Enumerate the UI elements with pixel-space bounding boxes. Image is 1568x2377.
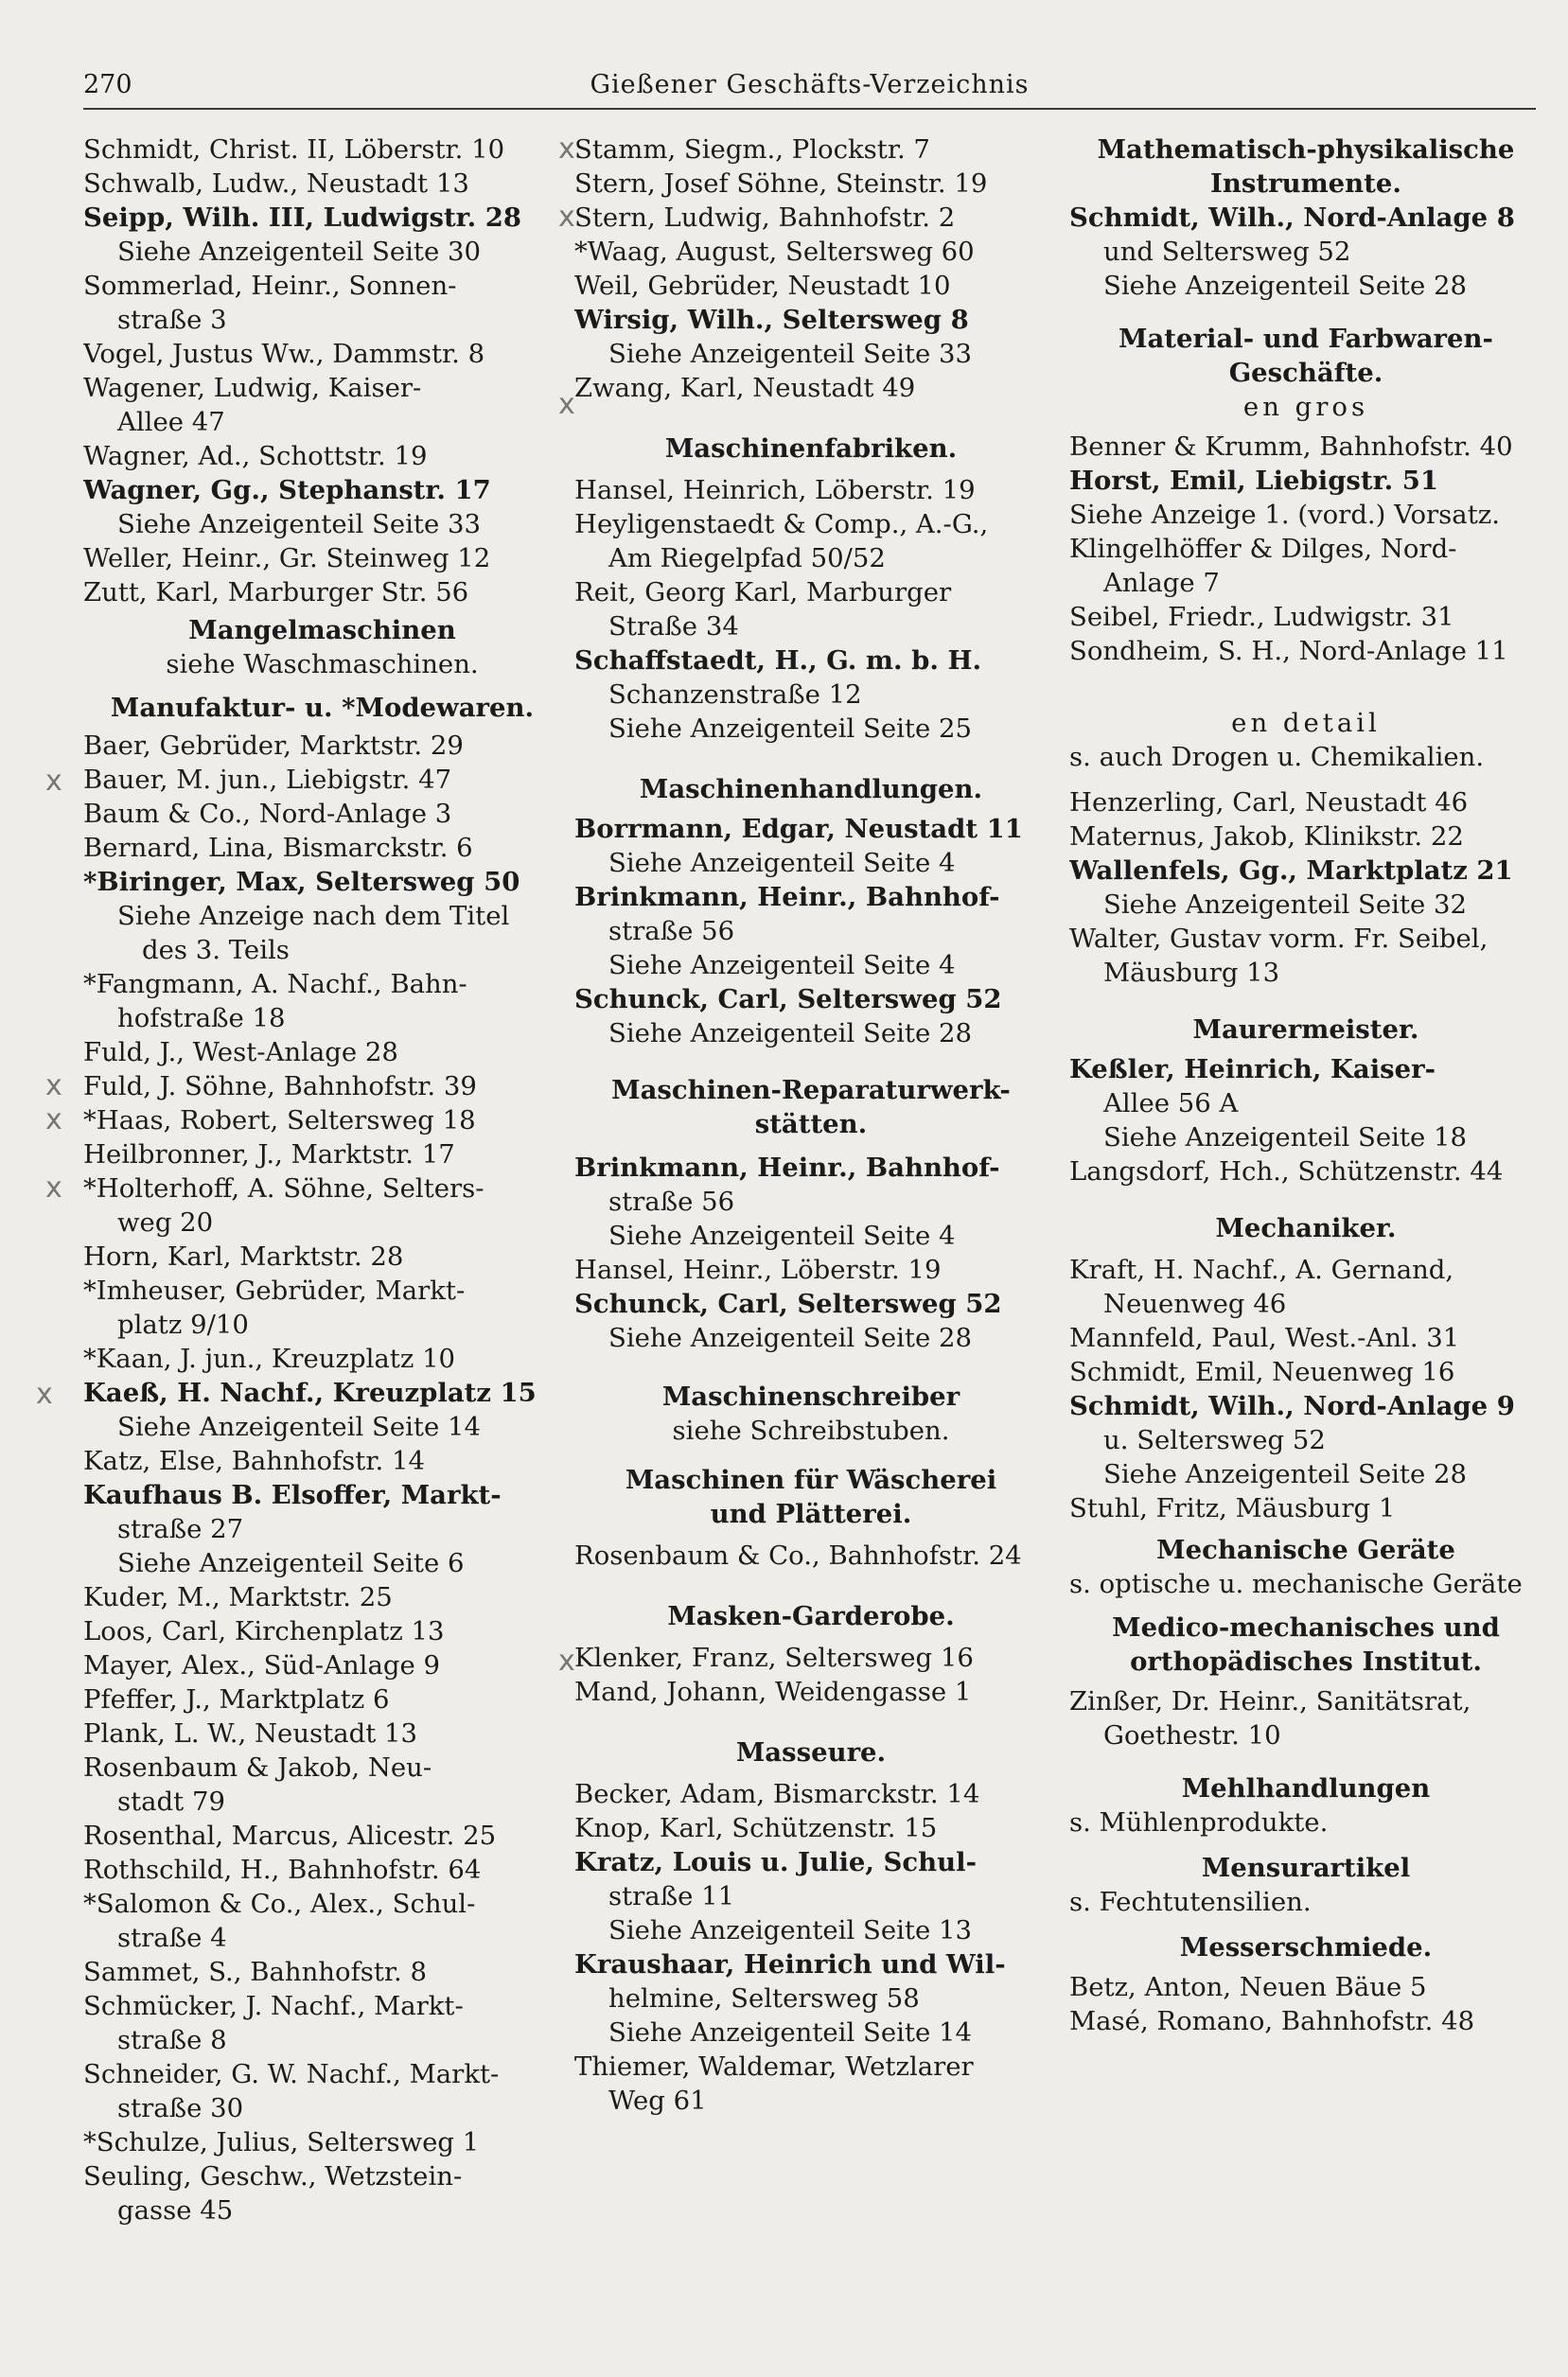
directory-line: Plank, L. W., Neustadt 13 <box>83 1718 417 1749</box>
section-heading: Mehlhandlungen <box>1181 1773 1431 1804</box>
directory-line: Siehe Anzeigenteil Seite 4 <box>608 848 956 878</box>
directory-line: Kratz, Louis u. Julie, Schul- <box>574 1847 977 1877</box>
directory-line: weg 20 <box>117 1207 214 1238</box>
directory-line: Sammet, S., Bahnhofstr. 8 <box>83 1957 428 1987</box>
section-heading: stätten. <box>754 1109 868 1139</box>
running-title: Gießener Geschäfts-Verzeichnis <box>590 70 1030 99</box>
section-heading: Medico-mechanisches und <box>1112 1612 1500 1643</box>
directory-line: Siehe Anzeigenteil Seite 33 <box>117 509 481 539</box>
directory-line: straße 8 <box>117 2025 227 2055</box>
directory-line: straße 30 <box>117 2093 244 2123</box>
directory-line: en gros <box>1242 392 1369 422</box>
directory-line: Siehe Anzeigenteil Seite 13 <box>608 1915 972 1946</box>
directory-line: siehe Schreibstuben. <box>672 1416 950 1446</box>
directory-line: Wagner, Ad., Schottstr. 19 <box>83 441 428 471</box>
directory-line: Horst, Emil, Liebigstr. 51 <box>1069 466 1438 496</box>
directory-line: Kaeß, H. Nachf., Kreuzplatz 15 <box>83 1378 537 1408</box>
directory-line: Loos, Carl, Kirchenplatz 13 <box>83 1616 445 1646</box>
directory-line: Schaffstaedt, H., G. m. b. H. <box>574 645 982 676</box>
directory-line: Sondheim, S. H., Nord-Anlage 11 <box>1069 636 1508 666</box>
directory-line: Hansel, Heinr., Löberstr. 19 <box>574 1255 942 1285</box>
directory-line: Siehe Anzeigenteil Seite 30 <box>117 237 481 267</box>
directory-line: Brinkmann, Heinr., Bahnhof- <box>574 1153 1000 1183</box>
directory-line: Weil, Gebrüder, Neustadt 10 <box>574 271 951 301</box>
directory-line: Bernard, Lina, Bismarckstr. 6 <box>83 833 473 863</box>
directory-line: Kaufhaus B. Elsoffer, Markt- <box>83 1480 502 1510</box>
directory-line: u. Seltersweg 52 <box>1103 1425 1326 1455</box>
section-heading: Mechaniker. <box>1215 1213 1397 1243</box>
directory-line: Schmidt, Wilh., Nord-Anlage 8 <box>1069 202 1515 233</box>
column-2 <box>574 132 1048 2118</box>
directory-line: straße 3 <box>117 305 227 335</box>
margin-mark: x <box>558 388 575 421</box>
directory-line: gasse 45 <box>117 2195 234 2226</box>
section-heading: Geschäfte. <box>1228 358 1383 388</box>
directory-line: Fuld, J., West-Anlage 28 <box>83 1037 398 1067</box>
directory-line: Katz, Else, Bahnhofstr. 14 <box>83 1446 425 1476</box>
directory-line: Klingelhöffer & Dilges, Nord- <box>1069 534 1457 564</box>
directory-line: Heyligenstaedt & Comp., A.-G., <box>574 509 989 539</box>
directory-line: Bauer, M. jun., Liebigstr. 47 <box>83 765 452 795</box>
directory-line: Stern, Ludwig, Bahnhofstr. 2 <box>574 202 956 233</box>
directory-line: Maternus, Jakob, Klinikstr. 22 <box>1069 821 1464 852</box>
directory-line: Schmidt, Christ. II, Löberstr. 10 <box>83 134 505 165</box>
directory-line: Langsdorf, Hch., Schützenstr. 44 <box>1069 1156 1504 1187</box>
directory-line: Schmücker, J. Nachf., Markt- <box>83 1991 464 2021</box>
directory-line: Thiemer, Waldemar, Wetzlarer <box>574 2051 974 2082</box>
section-heading: Material- und Farbwaren- <box>1119 324 1493 354</box>
directory-line: Zutt, Karl, Marburger Str. 56 <box>83 577 469 607</box>
directory-line: Siehe Anzeigenteil Seite 4 <box>608 950 956 980</box>
directory-line: Keßler, Heinrich, Kaiser- <box>1069 1054 1436 1084</box>
directory-line: Straße 34 <box>608 611 739 642</box>
directory-line: Siehe Anzeigenteil Seite 28 <box>608 1323 972 1353</box>
directory-line: Betz, Anton, Neuen Bäue 5 <box>1069 1972 1427 2002</box>
margin-mark: x <box>45 1171 62 1205</box>
directory-line: *Biringer, Max, Seltersweg 50 <box>83 867 520 897</box>
directory-line: s. Mühlenprodukte. <box>1069 1807 1329 1838</box>
section-heading: Instrumente. <box>1210 168 1401 199</box>
section-heading: Maschinenhandlungen. <box>639 774 983 804</box>
directory-line: Siehe Anzeigenteil Seite 14 <box>608 2017 972 2048</box>
directory-line: helmine, Seltersweg 58 <box>608 1983 920 2014</box>
directory-line: Schneider, G. W. Nachf., Markt- <box>83 2059 500 2089</box>
directory-line: Wagner, Gg., Stephanstr. 17 <box>83 475 491 505</box>
directory-line: Fuld, J. Söhne, Bahnhofstr. 39 <box>83 1071 477 1101</box>
directory-line: Siehe Anzeigenteil Seite 4 <box>608 1221 956 1251</box>
directory-line: straße 56 <box>608 916 735 946</box>
directory-line: Kuder, M., Marktstr. 25 <box>83 1582 393 1612</box>
directory-line: stadt 79 <box>117 1787 225 1817</box>
directory-line: Rosenbaum & Jakob, Neu- <box>83 1752 432 1783</box>
directory-line: Goethestr. 10 <box>1103 1720 1281 1751</box>
directory-line: Siehe Anzeigenteil Seite 28 <box>1103 271 1467 301</box>
directory-line: Mayer, Alex., Süd-Anlage 9 <box>83 1650 440 1681</box>
directory-line: Brinkmann, Heinr., Bahnhof- <box>574 882 1000 912</box>
directory-line: Knop, Karl, Schützenstr. 15 <box>574 1813 938 1843</box>
directory-line: Kraft, H. Nachf., A. Gernand, <box>1069 1255 1454 1285</box>
page-header <box>83 66 1536 110</box>
directory-line: Wagener, Ludwig, Kaiser- <box>83 373 422 403</box>
column-1 <box>83 132 561 2227</box>
margin-mark: x <box>558 201 575 234</box>
directory-line: s. Fechtutensilien. <box>1069 1887 1312 1917</box>
directory-line: Baum & Co., Nord-Anlage 3 <box>83 799 452 829</box>
directory-line: straße 56 <box>608 1187 735 1217</box>
directory-line: *Salomon & Co., Alex., Schul- <box>83 1889 476 1919</box>
column-3 <box>1069 132 1542 2038</box>
directory-line: Anlage 7 <box>1103 568 1220 598</box>
directory-line: Siehe Anzeigenteil Seite 32 <box>1103 889 1467 920</box>
directory-line: Walter, Gustav vorm. Fr. Seibel, <box>1069 924 1489 954</box>
directory-line: Zinßer, Dr. Heinr., Sanitätsrat, <box>1069 1686 1471 1717</box>
directory-line: straße 27 <box>117 1514 244 1544</box>
directory-line: siehe Waschmaschinen. <box>166 649 479 679</box>
directory-line: Kraushaar, Heinrich und Wil- <box>574 1949 1006 1980</box>
directory-line: Schmidt, Emil, Neuenweg 16 <box>1069 1357 1455 1387</box>
section-heading: Messerschmiede. <box>1179 1932 1433 1963</box>
directory-line: Siehe Anzeigenteil Seite 14 <box>117 1412 481 1442</box>
directory-line: Siehe Anzeigenteil Seite 25 <box>608 713 972 744</box>
directory-line: Seibel, Friedr., Ludwigstr. 31 <box>1069 602 1454 632</box>
directory-line: Siehe Anzeigenteil Seite 18 <box>1103 1122 1467 1153</box>
directory-line: Heilbronner, J., Marktstr. 17 <box>83 1139 455 1170</box>
margin-mark: x <box>45 765 62 798</box>
section-heading: Masken-Garderobe. <box>667 1601 955 1631</box>
directory-line: Borrmann, Edgar, Neustadt 11 <box>574 814 1023 844</box>
directory-line: Rosenthal, Marcus, Alicestr. 25 <box>83 1821 497 1851</box>
directory-line: Rosenbaum & Co., Bahnhofstr. 24 <box>574 1541 1022 1571</box>
directory-line: Siehe Anzeigenteil Seite 33 <box>608 339 972 369</box>
directory-line: Allee 47 <box>117 407 225 437</box>
directory-line: s. auch Drogen u. Chemikalien. <box>1069 742 1485 772</box>
directory-line: Stuhl, Fritz, Mäusburg 1 <box>1069 1493 1396 1523</box>
section-heading: Maurermeister. <box>1192 1014 1419 1045</box>
section-heading: Mensurartikel <box>1201 1853 1411 1883</box>
directory-line: s. optische u. mechanische Geräte <box>1069 1569 1523 1599</box>
directory-line: Schwalb, Ludw., Neustadt 13 <box>83 168 469 199</box>
directory-line: Hansel, Heinrich, Löberstr. 19 <box>574 475 976 505</box>
margin-mark: x <box>558 132 575 166</box>
directory-line: Reit, Georg Karl, Marburger <box>574 577 952 607</box>
directory-line: Zwang, Karl, Neustadt 49 <box>574 373 916 403</box>
directory-line: Seipp, Wilh. III, Ludwigstr. 28 <box>83 202 522 233</box>
directory-line: Vogel, Justus Ww., Dammstr. 8 <box>83 339 485 369</box>
directory-line: Wallenfels, Gg., Marktplatz 21 <box>1069 855 1513 886</box>
section-heading: Maschinen für Wäscherei <box>625 1465 997 1495</box>
directory-line: *Fangmann, A. Nachf., Bahn- <box>83 969 467 999</box>
directory-line: Benner & Krumm, Bahnhofstr. 40 <box>1069 431 1513 462</box>
section-heading: orthopädisches Institut. <box>1130 1646 1482 1677</box>
directory-line: Stamm, Siegm., Plockstr. 7 <box>574 134 930 165</box>
directory-line: Siehe Anzeigenteil Seite 28 <box>1103 1459 1467 1489</box>
section-heading: Maschinenfabriken. <box>664 433 958 464</box>
directory-line: Baer, Gebrüder, Marktstr. 29 <box>83 731 464 761</box>
directory-line: Klenker, Franz, Seltersweg 16 <box>574 1643 974 1673</box>
section-heading: Manufaktur- u. *Modewaren. <box>110 693 535 723</box>
margin-mark: x <box>45 1103 62 1136</box>
directory-line: Henzerling, Carl, Neustadt 46 <box>1069 787 1469 818</box>
directory-line: Schunck, Carl, Seltersweg 52 <box>574 1289 1002 1319</box>
directory-line: *Waag, August, Seltersweg 60 <box>574 237 975 267</box>
directory-line: Siehe Anzeigenteil Seite 6 <box>117 1548 465 1578</box>
directory-line: Seuling, Geschw., Wetzstein- <box>83 2161 463 2192</box>
directory-line: Siehe Anzeige nach dem Titel <box>117 901 510 931</box>
directory-line: Masé, Romano, Bahnhofstr. 48 <box>1069 2006 1475 2036</box>
directory-line: en detail <box>1231 708 1381 738</box>
directory-line: *Holterhoff, A. Söhne, Selters- <box>83 1173 484 1204</box>
directory-line: Siehe Anzeigenteil Seite 28 <box>608 1018 972 1048</box>
page-number: 270 <box>83 70 132 99</box>
directory-line: Weg 61 <box>608 2086 707 2116</box>
margin-mark: x <box>558 1645 575 1678</box>
directory-line: Mannfeld, Paul, West.-Anl. 31 <box>1069 1323 1460 1353</box>
directory-line: Horn, Karl, Marktstr. 28 <box>83 1241 404 1272</box>
directory-line: Wirsig, Wilh., Seltersweg 8 <box>574 305 969 335</box>
directory-line: Stern, Josef Söhne, Steinstr. 19 <box>574 168 988 199</box>
directory-line: hofstraße 18 <box>117 1003 286 1033</box>
section-heading: Maschinen-Reparaturwerk- <box>611 1075 1011 1105</box>
directory-line: des 3. Teils <box>142 935 290 965</box>
directory-line: Sommerlad, Heinr., Sonnen- <box>83 271 457 301</box>
section-heading: Mangelmaschinen <box>188 615 456 645</box>
section-heading: Mechanische Geräte <box>1156 1535 1455 1565</box>
margin-mark: x <box>45 1069 62 1102</box>
directory-line: straße 4 <box>117 1923 227 1953</box>
directory-line: *Schulze, Julius, Seltersweg 1 <box>83 2127 480 2157</box>
section-heading: Masseure. <box>735 1737 887 1768</box>
directory-line: *Kaan, J. jun., Kreuzplatz 10 <box>83 1344 456 1374</box>
directory-line: und Seltersweg 52 <box>1103 237 1351 267</box>
directory-line: Rothschild, H., Bahnhofstr. 64 <box>83 1855 482 1885</box>
directory-line: *Imheuser, Gebrüder, Markt- <box>83 1276 466 1306</box>
directory-line: Schmidt, Wilh., Nord-Anlage 9 <box>1069 1391 1515 1421</box>
directory-line: Mäusburg 13 <box>1103 958 1280 988</box>
directory-line: platz 9/10 <box>117 1310 249 1340</box>
directory-line: Weller, Heinr., Gr. Steinweg 12 <box>83 543 491 573</box>
margin-mark: x <box>36 1378 53 1411</box>
directory-line: Schanzenstraße 12 <box>608 679 862 710</box>
section-heading: und Plätterei. <box>710 1499 912 1529</box>
directory-line: Becker, Adam, Bismarckstr. 14 <box>574 1779 980 1809</box>
directory-line: Am Riegelpfad 50/52 <box>608 543 886 573</box>
directory-line: Neuenweg 46 <box>1103 1289 1287 1319</box>
directory-line: straße 11 <box>608 1881 735 1911</box>
directory-line: Siehe Anzeige 1. (vord.) Vorsatz. <box>1069 500 1500 530</box>
directory-line: Allee 56 A <box>1103 1088 1239 1118</box>
section-heading: Mathematisch-physikalische <box>1097 134 1515 165</box>
directory-line: *Haas, Robert, Seltersweg 18 <box>83 1105 476 1136</box>
directory-line: Schunck, Carl, Seltersweg 52 <box>574 984 1002 1014</box>
directory-line: Mand, Johann, Weidengasse 1 <box>574 1677 972 1707</box>
directory-line: Pfeffer, J., Marktplatz 6 <box>83 1684 390 1715</box>
section-heading: Maschinenschreiber <box>661 1382 960 1412</box>
